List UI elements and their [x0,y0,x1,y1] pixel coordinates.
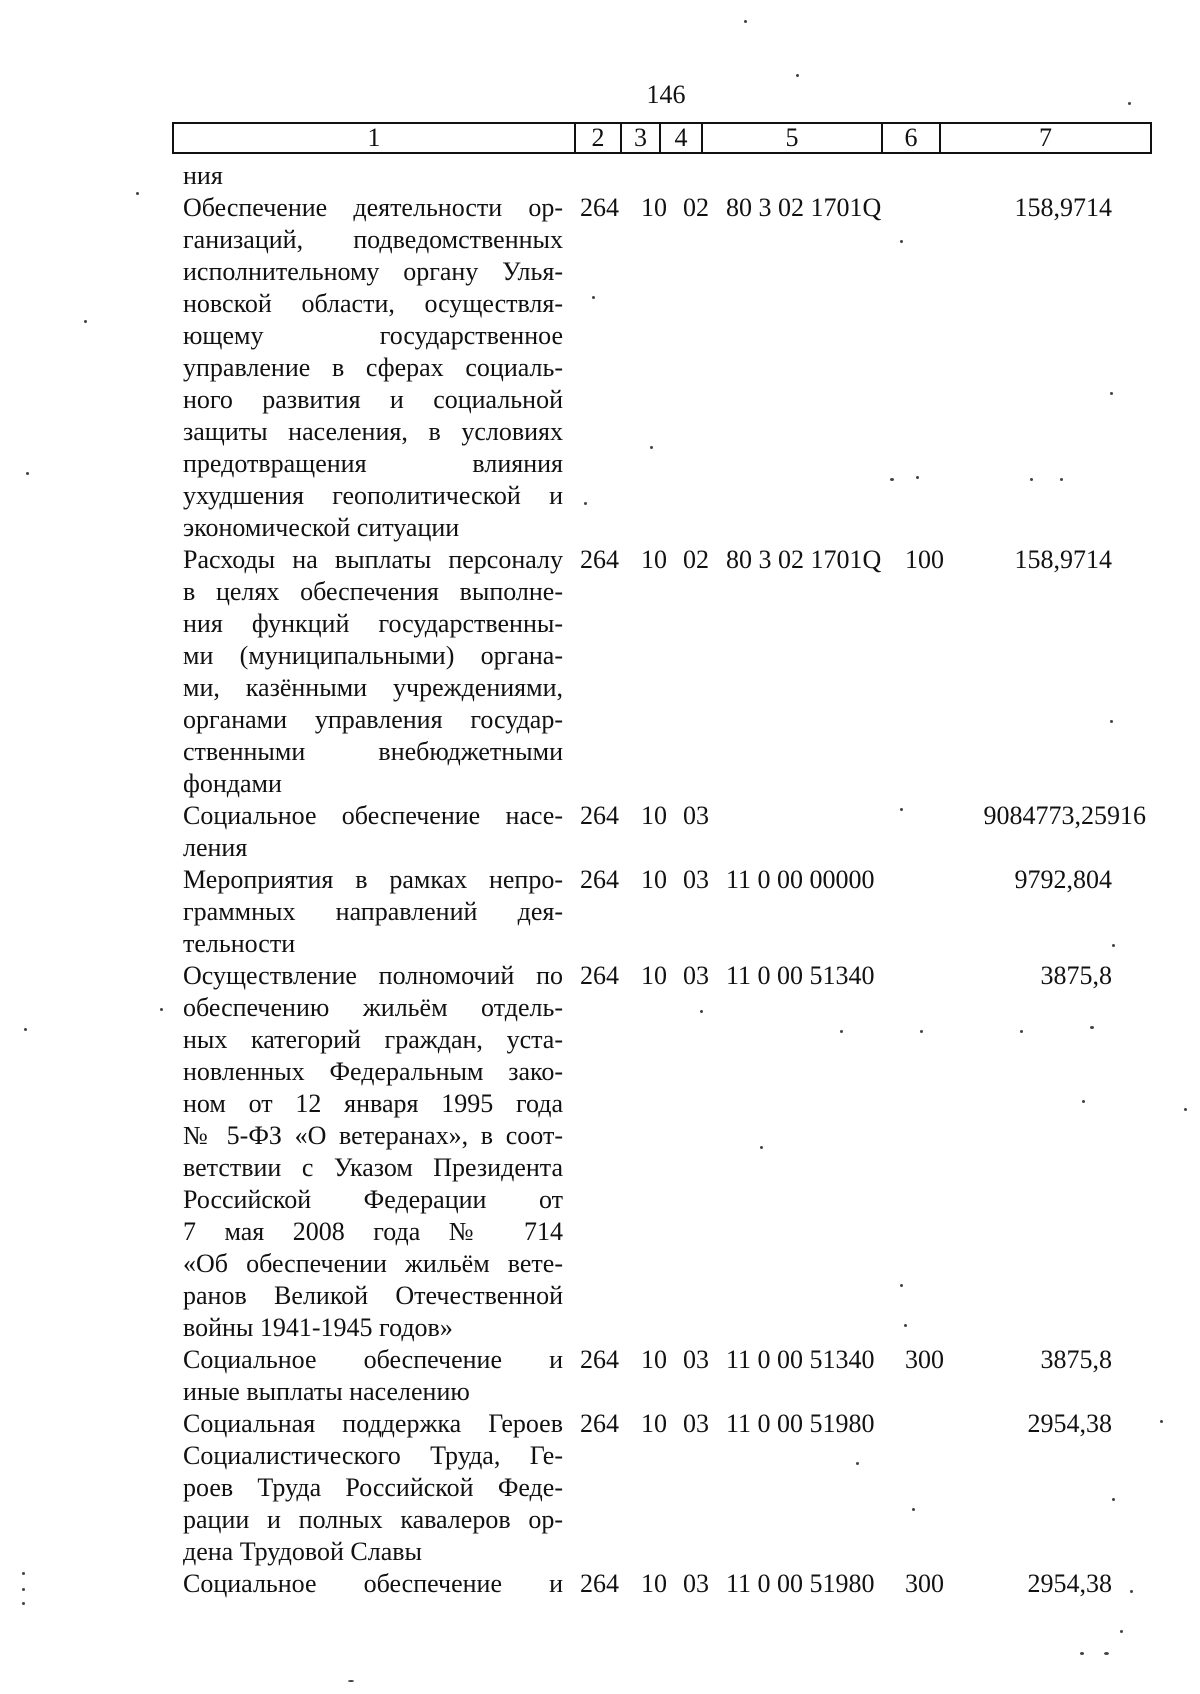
header-col-1: 1 [367,123,381,152]
cell-col-4: 03 [683,961,709,990]
row-description [183,544,563,800]
description-line: фондами [183,769,282,798]
description-line: Осуществление полномочий по [183,961,563,990]
row-description [183,192,563,544]
scan-speck [700,1010,703,1013]
row-description [183,1408,563,1568]
cell-col-3: 10 [641,961,667,990]
cell-col-3: 10 [641,545,667,574]
scan-speck [900,240,903,243]
cell-col-3: 10 [641,1345,667,1374]
description-line: ранов Великой Отечественной [183,1281,563,1310]
scan-speck [1160,1420,1163,1423]
description-line: дена Трудовой Славы [183,1537,422,1566]
row-description [183,800,563,864]
cell-col-5: 11 0 00 51340 [726,1345,875,1374]
cell-col-7: 3875,8 [1040,1345,1112,1374]
scan-speck [84,320,87,323]
description-line: обеспечению жильём отдель- [183,993,563,1022]
cell-col-7: 9792,804 [1014,865,1112,894]
scan-speck [1128,102,1131,105]
cell-col-7: 2954,38 [1027,1409,1112,1438]
row-description [183,1568,563,1600]
scan-speck [136,192,139,195]
scan-speck [890,478,894,481]
description-line: тельности [183,929,296,958]
cell-col-7: 2954,38 [1027,1569,1112,1598]
scan-speck [592,296,595,299]
description-line: органами управления государ- [183,705,563,734]
description-line: управление в сферах социаль- [183,353,563,382]
description-line: Социалистического Труда, Ге- [183,1441,563,1470]
description-line: новленных Федеральным зако- [183,1057,563,1086]
scan-speck [916,476,919,479]
description-line: Мероприятия в рамках непро- [183,865,563,894]
description-line: Обеспечение деятельности ор- [183,193,563,222]
scan-speck [348,1680,354,1682]
description-line: ганизаций, подведомственных [183,225,563,254]
cell-col-4: 02 [683,193,709,222]
scan-speck [24,1028,27,1031]
description-line: экономической ситуации [183,513,460,542]
cell-col-5: 11 0 00 00000 [726,865,875,894]
cell-col-4: 02 [683,545,709,574]
cell-col-3: 10 [641,1569,667,1598]
cell-col-4: 03 [683,1345,709,1374]
description-line: новской области, осуществля- [183,289,563,318]
description-line: ния [183,161,223,190]
description-line: граммных направлений дея- [183,897,563,926]
description-line: ми, казёнными учреждениями, [183,673,563,702]
description-line: войны 1941-1945 годов» [183,1313,453,1342]
cell-col-6: 300 [905,1569,944,1598]
cell-col-2: 264 [580,1345,619,1374]
row-description [183,960,563,1344]
scan-speck [22,1588,25,1591]
scan-speck [26,472,29,475]
cell-col-5: 11 0 00 51980 [726,1409,875,1438]
scan-speck [900,808,903,811]
cell-col-6: 300 [905,1345,944,1374]
cell-col-2: 264 [580,961,619,990]
scan-speck [584,502,587,505]
cell-col-3: 10 [641,1409,667,1438]
scan-speck [900,1284,903,1287]
scan-speck [22,1602,25,1605]
cell-col-5: 11 0 00 51340 [726,961,875,990]
header-col-3: 3 [620,124,659,152]
row-description [183,864,563,960]
scan-speck [1112,944,1115,947]
row-description [183,1344,563,1408]
description-line: роев Труда Российской Феде- [183,1473,563,1502]
header-col-7: 7 [939,124,1150,152]
cell-col-5: 11 0 00 51980 [726,1569,875,1598]
scan-speck [1020,1030,1023,1033]
cell-col-7: 9084773,25916 [983,801,1146,830]
description-line: защиты населения, в условиях [183,417,563,446]
header-col-4: 4 [659,124,701,152]
cell-col-3: 10 [641,801,667,830]
scan-speck [904,1324,907,1327]
scan-speck [1110,720,1113,723]
description-line: предотвращения влияния [183,449,563,478]
cell-col-2: 264 [580,545,619,574]
header-col-6: 6 [881,124,939,152]
description-line: Социальное обеспечение насе- [183,801,563,830]
description-line: рации и полных кавалеров ор- [183,1505,563,1534]
description-line: ухудшения геополитической и [183,481,563,510]
scan-speck [796,74,799,77]
description-line: Расходы на выплаты персоналу [183,545,563,574]
cell-col-4: 03 [683,1409,709,1438]
scan-speck [760,1146,763,1149]
scan-speck [1030,478,1033,481]
description-line: ных категорий граждан, уста- [183,1025,563,1054]
scan-speck [1184,1108,1187,1111]
scan-speck [744,20,747,23]
description-line: ветствии с Указом Президента [183,1153,563,1182]
scan-speck [1090,1026,1094,1029]
description-line: 7 мая 2008 года № 714 [183,1217,563,1246]
scan-speck [1120,1630,1123,1633]
scan-speck [1110,392,1113,395]
row-description [183,160,563,192]
cell-col-2: 264 [580,1569,619,1598]
description-line: ющему государственное [183,321,563,350]
cell-col-4: 03 [683,1569,709,1598]
scan-speck [840,1030,843,1033]
description-line: ном от 12 января 1995 года [183,1089,563,1118]
cell-col-7: 158,9714 [1014,193,1112,222]
description-line: Российской Федерации от [183,1185,563,1214]
scan-speck [1060,478,1063,481]
cell-col-4: 03 [683,865,709,894]
description-line: иные выплаты населению [183,1377,470,1406]
cell-col-2: 264 [580,801,619,830]
scan-speck [920,1030,923,1033]
description-line: «Об обеспечении жильём вете- [183,1249,563,1278]
cell-col-5: 80 3 02 1701Q [726,545,882,574]
cell-col-2: 264 [580,193,619,222]
scan-speck [1080,1652,1084,1655]
cell-col-2: 264 [580,1409,619,1438]
scan-speck [160,1008,163,1011]
description-line: Социальное обеспечение и [183,1569,563,1598]
scan-speck [1082,1100,1085,1103]
cell-col-7: 158,9714 [1014,545,1112,574]
cell-col-2: 264 [580,865,619,894]
header-col-2: 2 [574,124,620,152]
scan-speck [856,1462,859,1465]
description-line: Социальная поддержка Героев [183,1409,563,1438]
description-line: № 5-ФЗ «О ветеранах», в соот- [183,1121,563,1150]
description-line: ного развития и социальной [183,385,563,414]
scan-speck [912,1508,915,1511]
description-line: ственными внебюджетными [183,737,563,766]
cell-col-6: 100 [905,545,944,574]
scan-speck [1130,1590,1133,1593]
description-line: ления [183,833,248,862]
scan-speck [1104,1652,1109,1655]
description-line: Социальное обеспечение и [183,1345,563,1374]
description-line: в целях обеспечения выполне- [183,577,563,606]
description-line: ми (муниципальными) органа- [183,641,563,670]
cell-col-7: 3875,8 [1040,961,1112,990]
cell-col-3: 10 [641,865,667,894]
description-line: исполнительному органу Улья- [183,257,563,286]
page-number: 146 [646,80,686,109]
scan-speck [22,1572,25,1575]
header-col-5: 5 [701,124,881,152]
cell-col-5: 80 3 02 1701Q [726,193,882,222]
scan-speck [1112,1498,1115,1501]
cell-col-4: 03 [683,801,709,830]
description-line: ния функций государственны- [183,609,563,638]
cell-col-3: 10 [641,193,667,222]
scan-speck [650,446,653,449]
